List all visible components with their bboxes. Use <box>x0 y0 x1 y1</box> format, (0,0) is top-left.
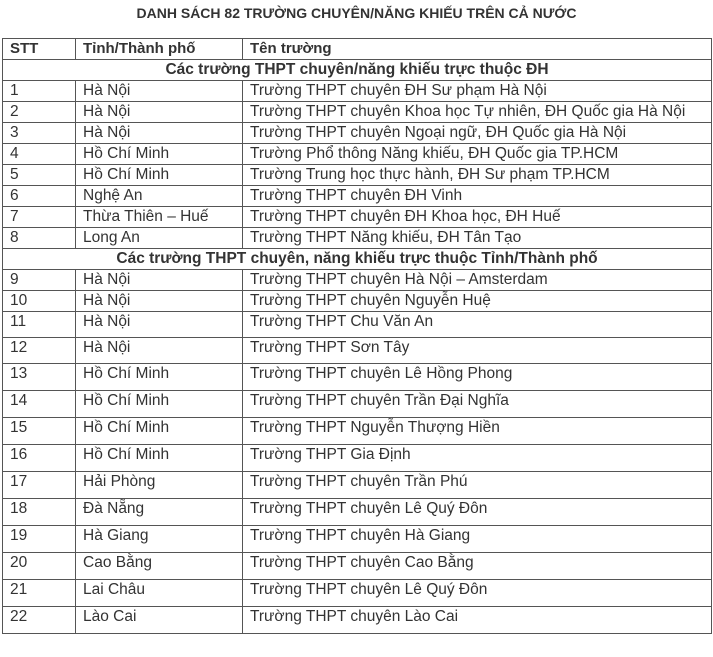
province-cell: Nghệ An <box>76 186 243 207</box>
table-row <box>3 418 712 445</box>
province-cell: Hồ Chí Minh <box>76 418 243 445</box>
school-cell: Trường Phổ thông Năng khiếu, ĐH Quốc gia TP.HCM <box>243 144 712 165</box>
province-cell: Hồ Chí Minh <box>76 445 243 472</box>
section-row-province <box>3 249 712 270</box>
stt-cell: 14 <box>3 391 76 418</box>
stt-cell: 11 <box>3 312 76 338</box>
table-row <box>3 472 712 499</box>
stt-cell: 19 <box>3 526 76 553</box>
province-cell: Hải Phòng <box>76 472 243 499</box>
table-row <box>3 228 712 249</box>
province-cell: Thừa Thiên – Huế <box>76 207 243 228</box>
stt-cell: 21 <box>3 580 76 607</box>
province-cell: Long An <box>76 228 243 249</box>
table-row <box>3 526 712 553</box>
stt-cell: 1 <box>3 81 76 102</box>
province-cell: Cao Bằng <box>76 553 243 580</box>
school-cell: Trường THPT chuyên Nguyễn Huệ <box>243 291 712 312</box>
table-row <box>3 123 712 144</box>
province-cell: Hà Giang <box>76 526 243 553</box>
school-cell: Trường Trung học thực hành, ĐH Sư phạm TP.HCM <box>243 165 712 186</box>
table-row <box>3 499 712 526</box>
header-province: Tỉnh/Thành phố <box>76 39 243 60</box>
school-cell: Trường THPT Nguyễn Thượng Hiền <box>243 418 712 445</box>
stt-cell: 18 <box>3 499 76 526</box>
stt-cell: 16 <box>3 445 76 472</box>
school-cell: Trường THPT chuyên Lê Hồng Phong <box>243 364 712 391</box>
section-row-university <box>3 60 712 81</box>
table-body <box>3 60 712 634</box>
school-cell: Trường THPT chuyên ĐH Vinh <box>243 186 712 207</box>
stt-cell: 6 <box>3 186 76 207</box>
province-cell: Hà Nội <box>76 291 243 312</box>
province-cell: Hà Nội <box>76 102 243 123</box>
page-title: DANH SÁCH 82 TRƯỜNG CHUYÊN/NĂNG KHIẾU TRÊN CẢ NƯỚC <box>136 5 577 21</box>
section-heading: Các trường THPT chuyên, năng khiếu trực thuộc Tỉnh/Thành phố <box>3 249 712 270</box>
province-cell: Hồ Chí Minh <box>76 364 243 391</box>
table-row <box>3 607 712 634</box>
school-cell: Trường THPT chuyên ĐH Khoa học, ĐH Huế <box>243 207 712 228</box>
stt-cell: 15 <box>3 418 76 445</box>
province-cell: Lào Cai <box>76 607 243 634</box>
table-row <box>3 81 712 102</box>
stt-cell: 12 <box>3 338 76 364</box>
table-row <box>3 445 712 472</box>
header-row <box>3 39 712 60</box>
stt-cell: 5 <box>3 165 76 186</box>
school-cell: Trường THPT chuyên Ngoại ngữ, ĐH Quốc gia Hà Nội <box>243 123 712 144</box>
stt-cell: 20 <box>3 553 76 580</box>
stt-cell: 22 <box>3 607 76 634</box>
province-cell: Đà Nẵng <box>76 499 243 526</box>
school-cell: Trường THPT chuyên Khoa học Tự nhiên, ĐH Quốc gia Hà Nội <box>243 102 712 123</box>
stt-cell: 10 <box>3 291 76 312</box>
school-cell: Trường THPT Năng khiếu, ĐH Tân Tạo <box>243 228 712 249</box>
stt-cell: 2 <box>3 102 76 123</box>
school-cell: Trường THPT chuyên Trần Phú <box>243 472 712 499</box>
province-cell: Hà Nội <box>76 123 243 144</box>
stt-cell: 7 <box>3 207 76 228</box>
province-cell: Hà Nội <box>76 338 243 364</box>
section-heading: Các trường THPT chuyên/năng khiếu trực thuộc ĐH <box>3 60 712 81</box>
school-cell: Trường THPT Sơn Tây <box>243 338 712 364</box>
province-cell: Hồ Chí Minh <box>76 144 243 165</box>
province-cell: Lai Châu <box>76 580 243 607</box>
table-row <box>3 270 712 291</box>
province-cell: Hà Nội <box>76 312 243 338</box>
table-row <box>3 186 712 207</box>
school-cell: Trường THPT chuyên Hà Giang <box>243 526 712 553</box>
table-row <box>3 165 712 186</box>
stt-cell: 9 <box>3 270 76 291</box>
table-row <box>3 312 712 338</box>
header-school: Tên trường <box>243 39 712 60</box>
table-row <box>3 291 712 312</box>
province-cell: Hà Nội <box>76 81 243 102</box>
school-cell: Trường THPT chuyên ĐH Sư phạm Hà Nội <box>243 81 712 102</box>
stt-cell: 8 <box>3 228 76 249</box>
province-cell: Hồ Chí Minh <box>76 391 243 418</box>
stt-cell: 4 <box>3 144 76 165</box>
school-cell: Trường THPT chuyên Lê Quý Đôn <box>243 580 712 607</box>
school-cell: Trường THPT Gia Định <box>243 445 712 472</box>
table-row <box>3 207 712 228</box>
table-row <box>3 364 712 391</box>
schools-table <box>2 38 712 634</box>
table-row <box>3 144 712 165</box>
province-cell: Hồ Chí Minh <box>76 165 243 186</box>
province-cell: Hà Nội <box>76 270 243 291</box>
table-row <box>3 553 712 580</box>
header-stt: STT <box>3 39 76 60</box>
school-cell: Trường THPT chuyên Hà Nội – Amsterdam <box>243 270 712 291</box>
stt-cell: 17 <box>3 472 76 499</box>
stt-cell: 13 <box>3 364 76 391</box>
school-cell: Trường THPT Chu Văn An <box>243 312 712 338</box>
table-row <box>3 338 712 364</box>
school-cell: Trường THPT chuyên Lào Cai <box>243 607 712 634</box>
table-row <box>3 580 712 607</box>
school-cell: Trường THPT chuyên Cao Bằng <box>243 553 712 580</box>
table-row <box>3 391 712 418</box>
table-row <box>3 102 712 123</box>
stt-cell: 3 <box>3 123 76 144</box>
school-cell: Trường THPT chuyên Lê Quý Đôn <box>243 499 712 526</box>
school-cell: Trường THPT chuyên Trần Đại Nghĩa <box>243 391 712 418</box>
